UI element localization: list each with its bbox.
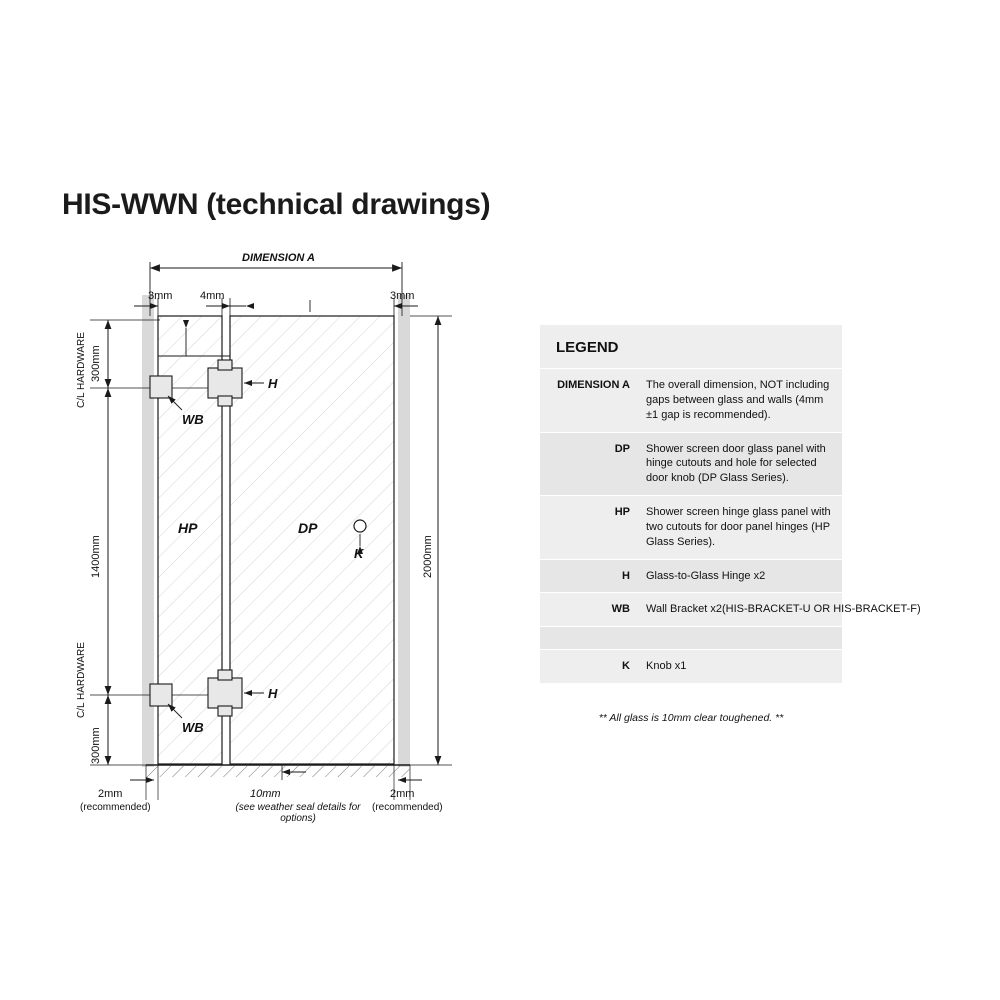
legend-key: K <box>622 660 630 673</box>
wall-right <box>398 295 410 767</box>
gap-right-label: 3mm <box>390 290 415 302</box>
bottom-center-note: (see weather seal details for options) <box>235 802 361 824</box>
hardware-cl-bottom: C/L HARDWARE <box>76 642 87 718</box>
legend-row <box>540 650 842 684</box>
panel-hp-label: HP <box>178 520 198 536</box>
legend-row <box>540 560 842 594</box>
legend-value: Shower screen hinge glass panel with two cutouts for door panel hinges (HP Glass Series). <box>646 506 831 548</box>
legend-key: DP <box>614 442 630 455</box>
legend-note: ** All glass is 10mm clear toughened. ** <box>540 700 842 728</box>
legend-value: The overall dimension, NOT including gaps between glass and walls (4mm ±1 gap is recommended). <box>646 379 830 421</box>
legend-value: Wall Bracket x2(HIS-BRACKET-U OR HIS-BRACKET-F) <box>646 603 921 616</box>
drawing-svg <box>60 240 480 840</box>
legend-key <box>540 627 638 649</box>
bottom-right-note: (recommended) <box>372 802 443 813</box>
hardware-bottom-dim: 300mm <box>90 727 102 764</box>
legend-key: H <box>622 569 630 582</box>
legend-value: Knob x1 <box>646 660 687 673</box>
legend-key: HP <box>614 506 630 519</box>
gap-left-label: 3mm <box>148 290 173 302</box>
wall-bracket-top-label: WB <box>182 412 204 427</box>
dimension-a-label: DIMENSION A <box>242 252 315 264</box>
legend-value: Glass-to-Glass Hinge x2 <box>646 569 766 582</box>
bottom-center-gap: 10mm <box>250 788 281 800</box>
legend-row-spacer <box>540 627 842 650</box>
hinge-top-label: H <box>268 376 278 391</box>
legend-row <box>540 369 842 433</box>
legend-row <box>540 433 842 497</box>
hinge-top <box>208 368 242 398</box>
legend-title: LEGEND <box>540 325 842 369</box>
gap-panel-label: 4mm <box>200 290 225 302</box>
hinge-bottom-label: H <box>268 686 278 701</box>
legend-key: DIMENSION A <box>557 379 630 391</box>
panel-dp-label: DP <box>298 520 318 536</box>
wall-bracket-bottom <box>150 684 172 706</box>
legend-value <box>638 627 656 649</box>
wall-bracket-top <box>150 376 172 398</box>
legend-row <box>540 496 842 560</box>
bottom-left-note: (recommended) <box>80 802 151 813</box>
technical-drawing <box>60 240 480 840</box>
legend-row <box>540 593 921 627</box>
legend-panel <box>540 325 921 684</box>
height-total-dim: 2000mm <box>422 535 434 578</box>
floor-hatch <box>146 766 410 777</box>
knob-label: K <box>354 546 364 561</box>
page-title: HIS-WWN (technical drawings) <box>62 188 491 221</box>
hardware-top-dim: 300mm <box>90 345 102 382</box>
legend-note-wrap <box>540 700 842 728</box>
bottom-left-gap: 2mm <box>98 788 123 800</box>
height-middle-dim: 1400mm <box>90 535 102 578</box>
bottom-right-gap: 2mm <box>390 788 415 800</box>
hardware-cl-top: C/L HARDWARE <box>76 332 87 408</box>
wall-bracket-bottom-label: WB <box>182 720 204 735</box>
hinge-bottom <box>208 678 242 708</box>
legend-key: WB <box>611 603 630 616</box>
legend-value: Shower screen door glass panel with hinge cutouts and hole for selected door knob (DP Glass Series). <box>646 442 826 485</box>
